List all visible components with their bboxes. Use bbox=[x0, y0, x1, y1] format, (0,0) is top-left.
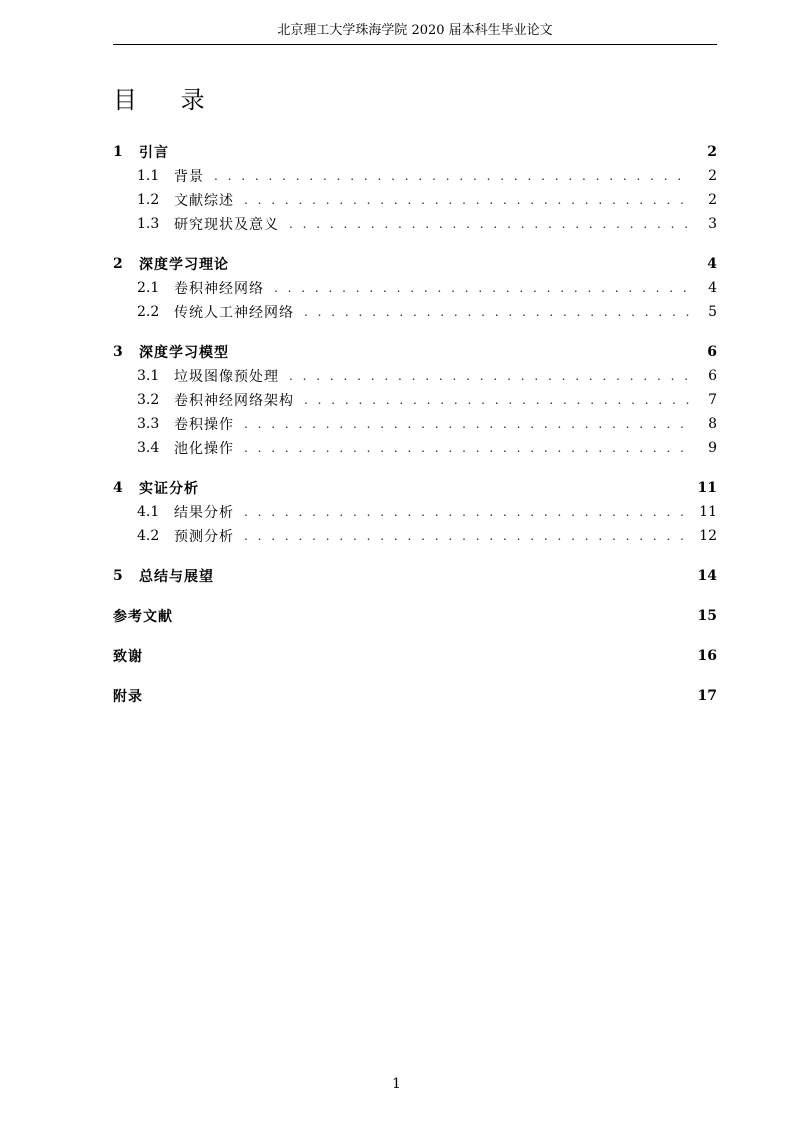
toc-entry-number: 3.4 bbox=[137, 440, 160, 456]
toc-section-entry[interactable] bbox=[113, 500, 717, 524]
toc-entry-title: 结果分析 bbox=[174, 505, 234, 521]
toc-entry-title: 文献综述 bbox=[174, 193, 234, 209]
toc-entry-number: 3.3 bbox=[137, 416, 160, 432]
page-number: 1 bbox=[392, 1076, 401, 1092]
dot-leader bbox=[244, 193, 691, 207]
toc-entry-page: 8 bbox=[708, 416, 717, 432]
toc-section-entry[interactable] bbox=[113, 524, 717, 548]
toc-entry-title: 深度学习理论 bbox=[139, 257, 229, 273]
toc-entry-page: 17 bbox=[697, 688, 717, 704]
toc-entry-title: 池化操作 bbox=[174, 441, 234, 457]
toc-entry-number: 3.2 bbox=[137, 392, 160, 408]
toc-entry-page: 5 bbox=[708, 304, 717, 320]
running-header: 北京理工大学珠海学院 2020 届本科生毕业论文 bbox=[277, 23, 553, 38]
toc-entry-title: 背景 bbox=[174, 169, 204, 185]
toc-chapter-entry[interactable] bbox=[113, 564, 717, 588]
toc-entry-title: 研究现状及意义 bbox=[174, 217, 279, 233]
toc-entry-title: 附录 bbox=[113, 689, 143, 705]
toc-entry-number: 4.2 bbox=[137, 528, 160, 544]
dot-leader bbox=[214, 169, 691, 183]
toc-section-entry[interactable] bbox=[113, 436, 717, 460]
toc-entry-page: 11 bbox=[699, 504, 717, 520]
toc-section-entry[interactable] bbox=[113, 412, 717, 436]
toc-entry-page: 12 bbox=[699, 528, 717, 544]
toc-entry-number: 2 bbox=[113, 256, 123, 272]
toc-entry-page: 14 bbox=[697, 568, 717, 584]
toc-entry-number: 5 bbox=[113, 568, 123, 584]
toc-section-entry[interactable] bbox=[113, 388, 717, 412]
toc-entry-page: 6 bbox=[707, 344, 717, 360]
toc-section-entry[interactable] bbox=[113, 212, 717, 236]
toc-entry-title: 卷积神经网络架构 bbox=[174, 393, 294, 409]
toc-entry-number: 1.1 bbox=[137, 168, 160, 184]
toc-entry-page: 16 bbox=[697, 648, 717, 664]
toc-chapter-entry[interactable] bbox=[113, 252, 717, 276]
toc-entry-title: 传统人工神经网络 bbox=[174, 305, 294, 321]
toc-title: 目 录 bbox=[113, 86, 223, 114]
toc-entry-title: 实证分析 bbox=[139, 481, 199, 497]
toc-entry-title: 致谢 bbox=[113, 649, 143, 665]
toc-entry-page: 3 bbox=[708, 216, 717, 232]
toc-entry-title: 垃圾图像预处理 bbox=[174, 369, 279, 385]
toc-section-entry[interactable] bbox=[113, 164, 717, 188]
dot-leader bbox=[274, 281, 691, 295]
toc-entry-page: 11 bbox=[697, 480, 717, 496]
toc-entry-number: 4.1 bbox=[137, 504, 160, 520]
toc-entry-page: 4 bbox=[707, 256, 717, 272]
toc-entry-title: 深度学习模型 bbox=[139, 345, 229, 361]
toc-entry-page: 2 bbox=[707, 144, 717, 160]
toc-chapter-entry[interactable] bbox=[113, 604, 717, 628]
toc-chapter-entry[interactable] bbox=[113, 476, 717, 500]
toc-entry-number: 1 bbox=[113, 144, 123, 160]
dot-leader bbox=[244, 441, 691, 455]
toc-section-entry[interactable] bbox=[113, 364, 717, 388]
dot-leader bbox=[304, 393, 691, 407]
header-rule bbox=[113, 44, 717, 45]
toc-section-entry[interactable] bbox=[113, 276, 717, 300]
toc-entry-title: 引言 bbox=[139, 145, 169, 161]
dot-leader bbox=[289, 369, 691, 383]
toc-entry-number: 1.3 bbox=[137, 216, 160, 232]
toc-entry-title: 预测分析 bbox=[174, 529, 234, 545]
toc-entry-page: 9 bbox=[708, 440, 717, 456]
toc-section-entry[interactable] bbox=[113, 300, 717, 324]
toc-section-entry[interactable] bbox=[113, 188, 717, 212]
toc-chapter-entry[interactable] bbox=[113, 644, 717, 668]
toc-chapter-entry[interactable] bbox=[113, 340, 717, 364]
toc-entry-title: 总结与展望 bbox=[139, 569, 214, 585]
dot-leader bbox=[244, 505, 691, 519]
toc-entry-page: 6 bbox=[708, 368, 717, 384]
dot-leader bbox=[244, 417, 691, 431]
toc-chapter-entry[interactable] bbox=[113, 140, 717, 164]
toc-entry-page: 2 bbox=[708, 168, 717, 184]
toc-entry-page: 15 bbox=[697, 608, 717, 624]
toc-entry-title: 卷积神经网络 bbox=[174, 281, 264, 297]
toc-chapter-entry[interactable] bbox=[113, 684, 717, 708]
toc-entry-number: 3.1 bbox=[137, 368, 160, 384]
dot-leader bbox=[304, 305, 691, 319]
dot-leader bbox=[289, 217, 691, 231]
toc-entry-number: 1.2 bbox=[137, 192, 160, 208]
toc-entry-page: 2 bbox=[708, 192, 717, 208]
toc-entry-title: 卷积操作 bbox=[174, 417, 234, 433]
toc-entry-number: 3 bbox=[113, 344, 123, 360]
toc-entry-page: 4 bbox=[708, 280, 717, 296]
toc-entry-number: 2.1 bbox=[137, 280, 160, 296]
toc-entry-number: 2.2 bbox=[137, 304, 160, 320]
toc-entry-number: 4 bbox=[113, 480, 123, 496]
toc-entry-page: 7 bbox=[708, 392, 717, 408]
toc-entry-title: 参考文献 bbox=[113, 609, 173, 625]
dot-leader bbox=[244, 529, 691, 543]
